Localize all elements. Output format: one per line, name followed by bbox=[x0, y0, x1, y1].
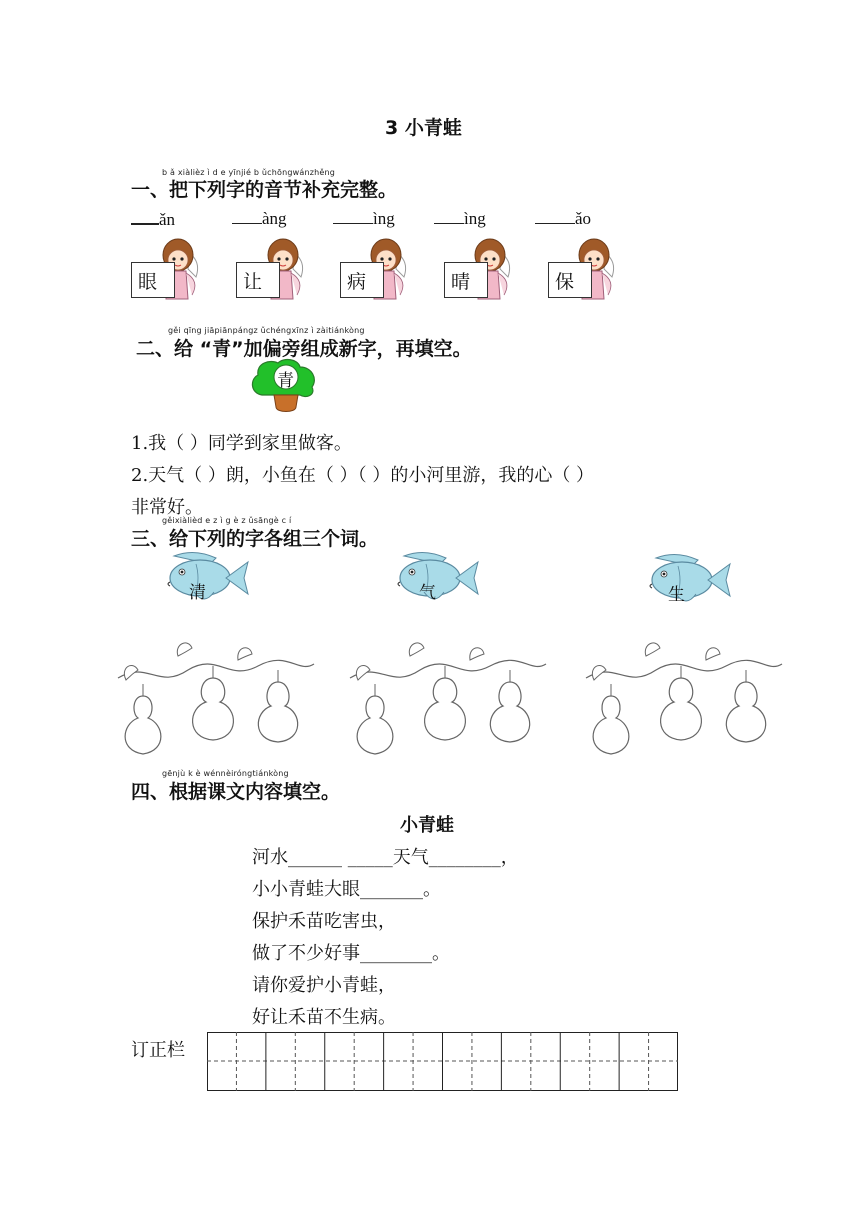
correction-grid[interactable] bbox=[207, 1032, 679, 1092]
fish-char-2: 气 bbox=[419, 583, 436, 603]
char-4: 晴 bbox=[451, 270, 471, 293]
section4-pinyin: gēnjù k è wénnèiróngtiánkòng bbox=[162, 769, 289, 778]
fish-char-1: 清 bbox=[189, 583, 206, 603]
section1-heading: 一、把下列字的音节补充完整。 bbox=[131, 179, 398, 201]
section2-pinyin: gěi qīng jiāpiānpángz ǔchéngxīnz ì zàitiánkòng bbox=[168, 326, 365, 335]
section1-pinyin: b ǎ xiàlièz ì d e yīnjié b ǔchōngwánzhěng bbox=[162, 168, 336, 177]
poem-line-2: 小小青蛙大眼_______。 bbox=[252, 879, 441, 900]
fill-line-1: 1.我（ ）同学到家里做客。 bbox=[131, 433, 352, 454]
poem-line-4: 做了不少好事________。 bbox=[252, 943, 450, 964]
syllable-blank-3[interactable]: ìng bbox=[333, 209, 395, 229]
char-2: 让 bbox=[243, 270, 263, 293]
section3-pinyin: gěixiàlièd e z ì g è z ǔsāngè c í bbox=[162, 516, 292, 525]
poem-title: 小青蛙 bbox=[400, 815, 454, 836]
page-title: 3 小青蛙 bbox=[385, 117, 462, 139]
section3-heading: 三、给下列的字各组三个词。 bbox=[131, 528, 379, 550]
fill-line-3: 非常好。 bbox=[131, 497, 203, 518]
poem-line-3: 保护禾苗吃害虫， bbox=[252, 911, 396, 932]
syllable-blank-4[interactable]: ìng bbox=[434, 209, 486, 229]
tree-char: 青 bbox=[277, 371, 294, 391]
char-5: 保 bbox=[555, 270, 575, 293]
syllable-blank-1[interactable]: ǎn bbox=[131, 209, 175, 230]
poem-line-5: 请你爱护小青蛙， bbox=[252, 975, 396, 996]
char-3: 病 bbox=[347, 270, 367, 293]
char-1: 眼 bbox=[138, 270, 158, 293]
section2-heading: 二、给 “青”加偏旁组成新字，再填空。 bbox=[136, 338, 472, 360]
section4-heading: 四、根据课文内容填空。 bbox=[131, 781, 341, 803]
correction-label: 订正栏 bbox=[131, 1040, 185, 1061]
fill-line-2: 2.天气（ ）朗，小鱼在（ ）（ ）的小河里游，我的心（ ） bbox=[131, 465, 595, 486]
syllable-blank-5[interactable]: ǎo bbox=[535, 209, 591, 229]
fish-char-3: 生 bbox=[668, 585, 685, 605]
syllable-blank-2[interactable]: àng bbox=[232, 209, 287, 229]
poem-line-6: 好让禾苗不生病。 bbox=[252, 1007, 396, 1028]
poem-line-1: 河水______ _____天气________， bbox=[252, 847, 519, 868]
